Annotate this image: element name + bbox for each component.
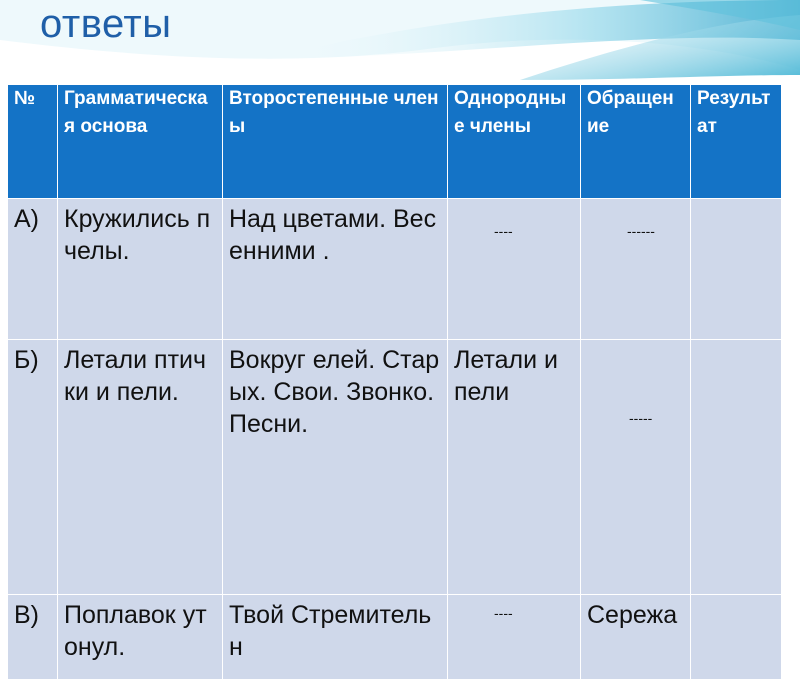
secondary-members-cell: Вокруг елей. Старых. Свои. Звонко. Песни. [223, 340, 448, 595]
secondary-members-cell: Твой Стремительн [223, 595, 448, 680]
homogeneous-members-cell [448, 199, 581, 340]
result-cell [691, 595, 782, 680]
grammatical-basis-cell: Кружились пчелы. [58, 199, 223, 340]
table-header-row [8, 85, 782, 199]
header-secondary-members: Второстепенные члены [223, 85, 448, 199]
address-cell [581, 199, 691, 340]
header-result: Результат [691, 85, 782, 199]
table-row [8, 595, 782, 680]
result-cell [691, 199, 782, 340]
row-number: А) [8, 199, 58, 340]
empty-dash: ---- [494, 223, 513, 239]
slide-title: ответы [40, 2, 172, 46]
header-address: Обращение [581, 85, 691, 199]
header-number: № [8, 85, 58, 199]
answers-table [7, 84, 782, 680]
address-cell [581, 340, 691, 595]
table-row [8, 199, 782, 340]
row-number: В) [8, 595, 58, 680]
secondary-members-cell: Над цветами. Весенними . [223, 199, 448, 340]
result-cell [691, 340, 782, 595]
empty-dash: ----- [629, 410, 653, 426]
empty-dash: ---- [494, 605, 513, 621]
homogeneous-members-cell [448, 595, 581, 680]
grammatical-basis-cell: Поплавок утонул. [58, 595, 223, 680]
homogeneous-members-cell: Летали и пели [448, 340, 581, 595]
row-number: Б) [8, 340, 58, 595]
empty-dash: ------ [627, 223, 655, 239]
header-homogeneous-members: Однородные члены [448, 85, 581, 199]
grammatical-basis-cell: Летали птички и пели. [58, 340, 223, 595]
header-grammatical-basis: Грамматическая основа [58, 85, 223, 199]
table-row [8, 340, 782, 595]
address-cell: Сережа [581, 595, 691, 680]
